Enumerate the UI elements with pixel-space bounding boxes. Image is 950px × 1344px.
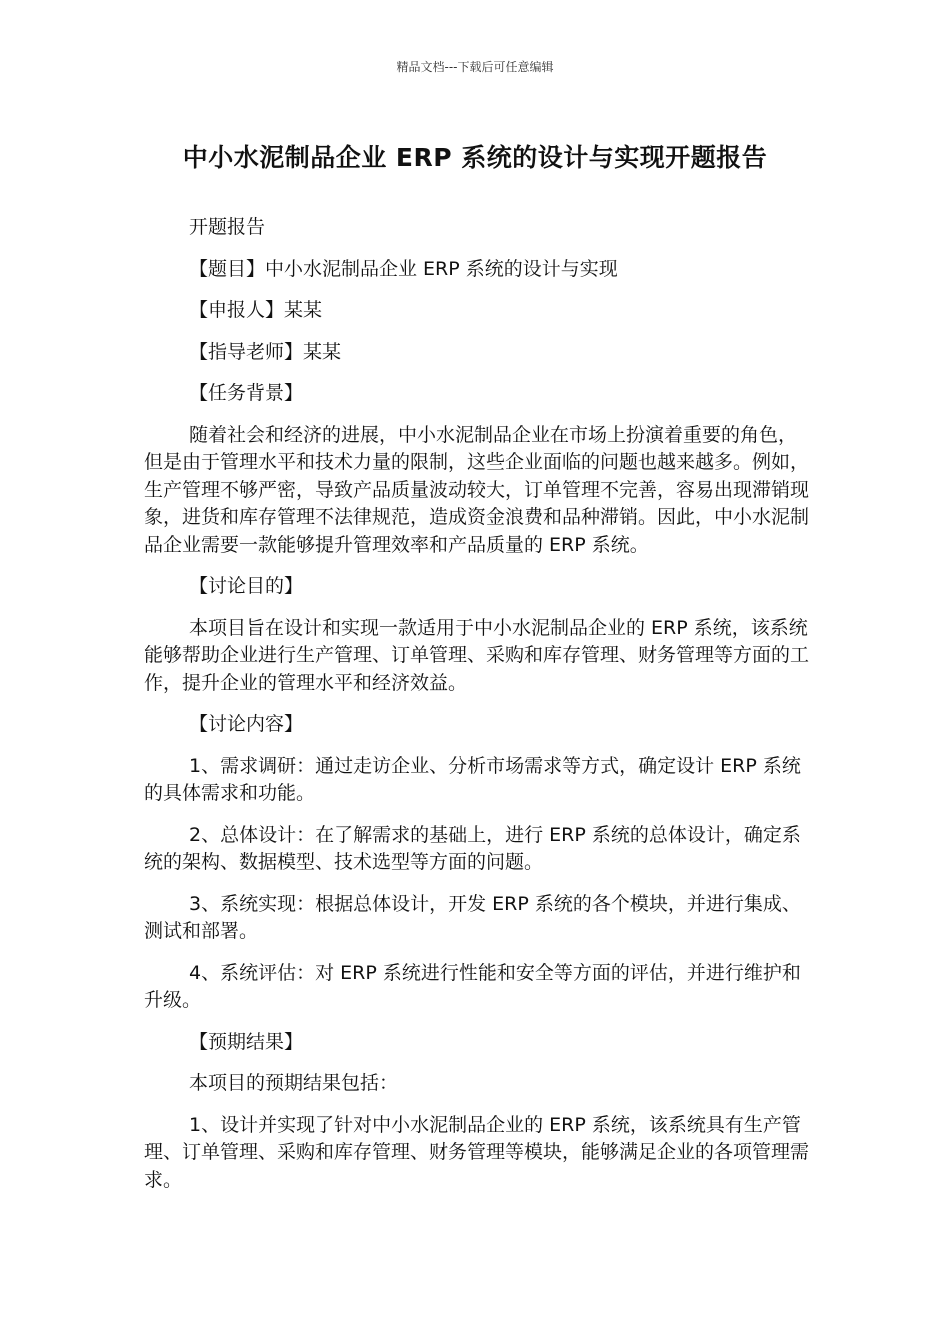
applicant-line: 【申报人】某某 <box>189 299 323 321</box>
background-paragraph: 随着社会和经济的进展，中小水泥制品企业在市场上扮演着重要的角色，但是由于管理水平和技术力量的限制，这些企业面临的问题也越来越多。例如，生产管理不够严密，导致产品质量波动较大，订单管理不完善，容易出现滞销现象，进货和库存管理不法律规范，造成资金浪费和品种滞销。因此，中小水泥制品企业需要一款能够提升管理效率和产品质量的 ERP 系统。 <box>144 423 810 556</box>
content-item: 1、需求调研：通过走访企业、分析市场需求等方式，确定设计 ERP 系统的具体需求和功能。 <box>144 754 801 804</box>
content-item: 4、系统评估：对 ERP 系统进行性能和安全等方面的评估，并进行维护和升级。 <box>144 961 801 1011</box>
results-item: 1、设计并实现了针对中小水泥制品企业的 ERP 系统，该系统具有生产管理、订单管理、采购和库存管理、财务管理等模块，能够满足企业的各项管理需求。 <box>144 1113 810 1191</box>
document-body <box>144 214 812 1208</box>
content-item: 3、系统实现：根据总体设计，开发 ERP 系统的各个模块，并进行集成、测试和部署。 <box>144 892 801 942</box>
results-heading: 【预期结果】 <box>189 1030 304 1053</box>
advisor-line: 【指导老师】某某 <box>189 340 342 363</box>
report-label: 开题报告 <box>189 216 266 238</box>
results-intro: 本项目的预期结果包括： <box>189 1072 399 1094</box>
content-item: 2、总体设计：在了解需求的基础上，进行 ERP 系统的总体设计，确定系统的架构、数据模型、技术选型等方面的问题。 <box>144 823 801 873</box>
document-title: 中小水泥制品企业 ERP 系统的设计与实现开题报告 <box>182 143 768 172</box>
purpose-paragraph: 本项目旨在设计和实现一款适用于中小水泥制品企业的 ERP 系统，该系统能够帮助企业进行生产管理、订单管理、采购和库存管理、财务管理等方面的工作，提升企业的管理水平和经济效益。 <box>144 616 810 694</box>
purpose-heading: 【讨论目的】 <box>189 575 304 597</box>
content-heading: 【讨论内容】 <box>189 713 304 735</box>
header-note: 精品文档---下载后可任意编辑 <box>396 60 554 74</box>
background-heading: 【任务背景】 <box>189 382 304 404</box>
topic-line: 【题目】中小水泥制品企业 ERP 系统的设计与实现 <box>189 257 618 280</box>
